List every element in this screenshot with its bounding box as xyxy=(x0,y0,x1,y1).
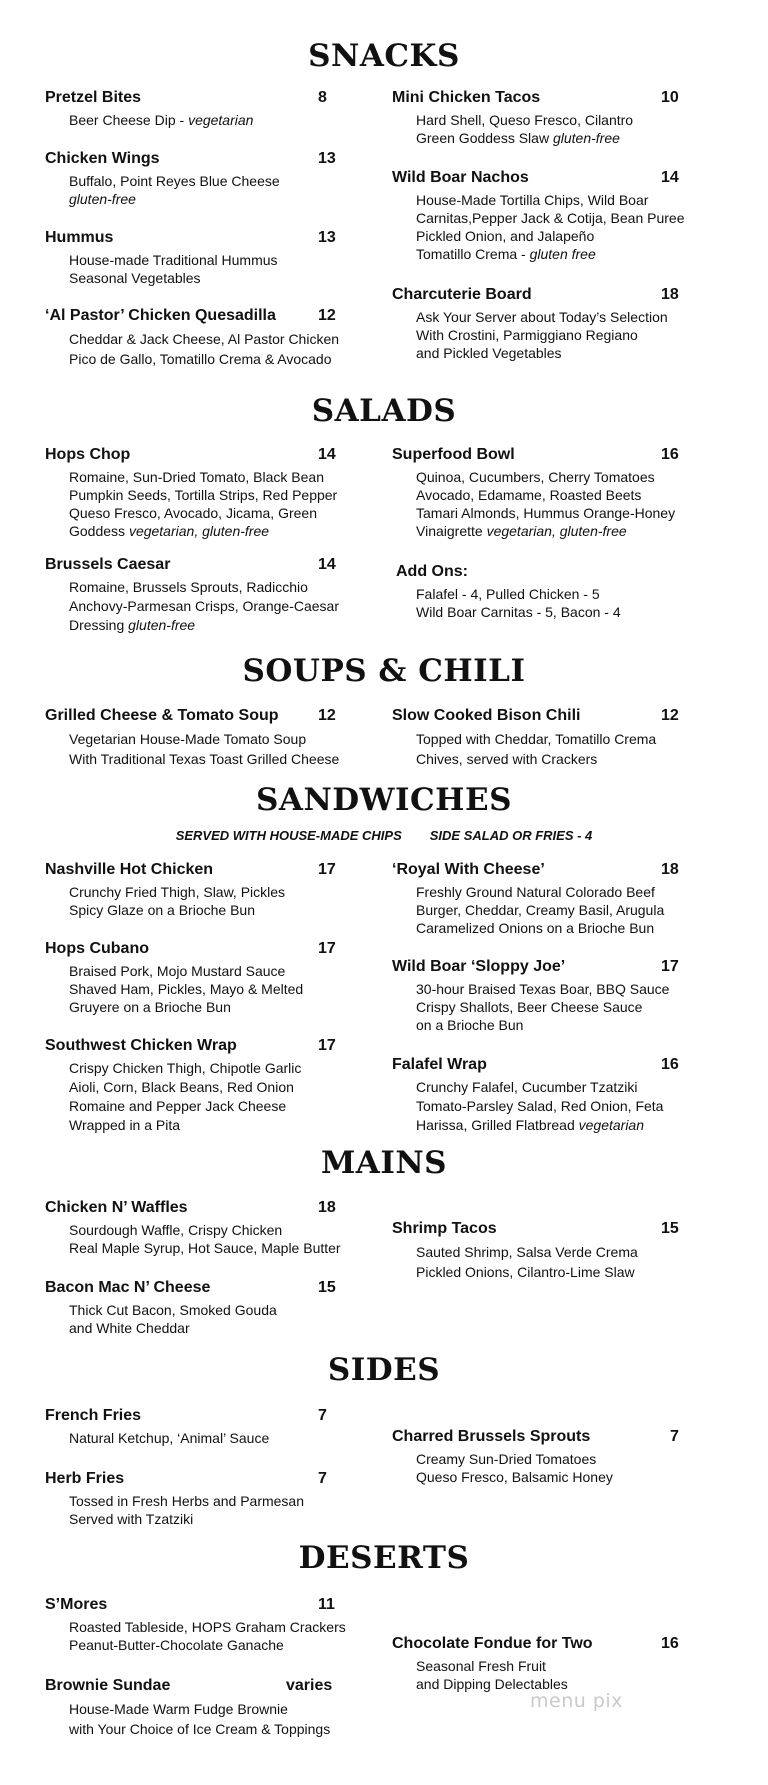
item-price: 18 xyxy=(661,286,679,303)
sandwiches-note xyxy=(0,828,768,843)
item-description: Tossed in Fresh Herbs and Parmesan Served with Tzatziki xyxy=(69,1493,304,1527)
menu-item-hops-cubano xyxy=(45,940,335,1016)
item-name: Herb Fries xyxy=(45,1470,125,1487)
item-description: Natural Ketchup, ‘Animal’ Sauce xyxy=(69,1430,270,1446)
item-description: Quinoa, Cucumbers, Cherry Tomatoes Avocado, Edamame, Roasted Beets Tamari Almonds, Hummus Orange-Honey Vinaigrette vegetarian, gluten-free xyxy=(416,469,676,539)
item-name: French Fries xyxy=(45,1407,142,1424)
item-name: Mini Chicken Tacos xyxy=(392,89,541,106)
item-description: Sauted Shrimp, Salsa Verde Crema Pickled Onions, Cilantro-Lime Slaw xyxy=(416,1244,638,1280)
item-price: 8 xyxy=(318,89,327,106)
item-description: Freshly Ground Natural Colorado Beef Burger, Cheddar, Creamy Basil, Arugula Caramelized Onions on a Brioche Bun xyxy=(416,884,665,936)
item-description: House-Made Tortilla Chips, Wild Boar Carnitas,Pepper Jack & Cotija, Bean Puree Pickled Onion, and Jalapeño Tomatillo Crema - gluten free xyxy=(416,192,685,262)
menu-item-hummus xyxy=(45,229,335,287)
item-price: 17 xyxy=(318,940,336,957)
item-price: 16 xyxy=(661,1056,679,1073)
item-name: Brownie Sundae xyxy=(45,1677,171,1694)
item-price: 14 xyxy=(661,169,679,186)
item-description: Romaine, Sun-Dried Tomato, Black Bean Pumpkin Seeds, Tortilla Strips, Red Pepper Queso Fresco, Avocado, Jicama, Green Goddess vegetarian, gluten-free xyxy=(69,469,338,539)
item-price: 15 xyxy=(661,1220,679,1237)
item-description: Crunchy Fried Thigh, Slaw, Pickles Spicy Glaze on a Brioche Bun xyxy=(69,884,286,918)
menu-item-chicken-n-waffles xyxy=(45,1199,341,1257)
section-title-salads: SALADS xyxy=(311,393,457,429)
item-name: Brussels Caesar xyxy=(45,556,171,573)
item-description: Sourdough Waffle, Crispy Chicken Real Maple Syrup, Hot Sauce, Maple Butter xyxy=(69,1222,341,1256)
item-description: Crispy Chicken Thigh, Chipotle Garlic Aioli, Corn, Black Beans, Red Onion Romaine and Pepper Jack Cheese Wrapped in a Pita xyxy=(69,1060,302,1133)
menu-item-wild-boar-sloppy-joe xyxy=(392,958,692,1034)
menu-item-mini-chicken-tacos xyxy=(392,89,692,147)
menu-item-add-ons xyxy=(396,563,696,621)
item-price: 7 xyxy=(318,1407,327,1424)
menu-item-pretzel-bites xyxy=(45,89,335,129)
item-price: 17 xyxy=(318,861,336,878)
menu-item-nashville-hot-chicken xyxy=(45,861,335,919)
menu-item-bacon-mac-n-cheese xyxy=(45,1279,335,1337)
item-name: Hops Chop xyxy=(45,446,131,463)
item-price: 18 xyxy=(318,1199,336,1216)
item-description: 30-hour Braised Texas Boar, BBQ Sauce Crispy Shallots, Beer Cheese Sauce on a Brioche Bun xyxy=(416,981,670,1033)
item-name: Wild Boar ‘Sloppy Joe’ xyxy=(392,958,566,975)
item-description: Falafel - 4, Pulled Chicken - 5 Wild Boar Carnitas - 5, Bacon - 4 xyxy=(416,586,621,620)
item-name: Wild Boar Nachos xyxy=(392,169,529,186)
item-name: Southwest Chicken Wrap xyxy=(45,1037,237,1054)
item-price: 7 xyxy=(670,1428,679,1445)
item-name: ‘Al Pastor’ Chicken Quesadilla xyxy=(45,307,276,324)
section-title-soups: SOUPS & CHILI xyxy=(242,653,526,689)
item-name: ‘Royal With Cheese’ xyxy=(392,861,545,878)
item-price: 12 xyxy=(318,307,336,324)
item-name: Shrimp Tacos xyxy=(392,1220,497,1237)
menu-item-french-fries xyxy=(45,1407,335,1447)
item-description: Cheddar & Jack Cheese, Al Pastor Chicken Pico de Gallo, Tomatillo Crema & Avocado xyxy=(69,331,340,367)
item-price: 15 xyxy=(318,1279,336,1296)
menu-item-smores xyxy=(45,1596,346,1654)
menu-item-royal-with-cheese xyxy=(392,861,692,937)
item-description: House-Made Warm Fudge Brownie with Your Choice of Ice Cream & Toppings xyxy=(69,1701,331,1737)
menu-item-charcuterie-board xyxy=(392,286,692,362)
menu-item-herb-fries xyxy=(45,1470,335,1528)
item-price: 13 xyxy=(318,150,336,167)
item-description: Seasonal Fresh Fruit and Dipping Delectables xyxy=(416,1658,568,1692)
menu-item-superfood-bowl xyxy=(392,446,692,540)
item-description: Ask Your Server about Today’s Selection With Crostini, Parmiggiano Regiano and Pickled Vegetables xyxy=(416,309,668,361)
item-price: 14 xyxy=(318,556,336,573)
item-description: Hard Shell, Queso Fresco, Cilantro Green Goddess Slaw gluten-free xyxy=(416,112,634,146)
menupix-watermark: menu pix xyxy=(530,1690,623,1712)
item-description: Roasted Tableside, HOPS Graham Crackers Peanut-Butter-Chocolate Ganache xyxy=(69,1619,346,1653)
item-name: Grilled Cheese & Tomato Soup xyxy=(45,707,279,724)
item-description: Braised Pork, Mojo Mustard Sauce Shaved Ham, Pickles, Mayo & Melted Gruyere on a Brioche Bun xyxy=(69,963,304,1015)
item-price: 7 xyxy=(318,1470,327,1487)
note-side: SIDE SALAD OR FRIES - 4 xyxy=(429,828,593,843)
section-title-snacks: SNACKS xyxy=(308,38,460,74)
item-price: 14 xyxy=(318,446,336,463)
note-chips: SERVED WITH HOUSE-MADE CHIPS xyxy=(175,828,402,843)
menu-item-wild-boar-nachos xyxy=(392,169,692,263)
item-name: Superfood Bowl xyxy=(392,446,515,463)
item-price: 17 xyxy=(661,958,679,975)
menu-item-shrimp-tacos xyxy=(392,1220,692,1282)
item-name: Hops Cubano xyxy=(45,940,149,957)
menu-item-al-pastor-quesadilla xyxy=(45,307,340,369)
section-title-deserts: DESERTS xyxy=(298,1540,470,1576)
menu-item-brussels-caesar xyxy=(45,556,339,635)
menu-item-brownie-sundae xyxy=(45,1677,335,1739)
menu-item-grilled-cheese-tomato-soup xyxy=(45,707,340,769)
section-title-sides: SIDES xyxy=(327,1352,441,1388)
menu-item-falafel-wrap xyxy=(392,1056,692,1135)
item-price: 16 xyxy=(661,1635,679,1652)
item-name: Falafel Wrap xyxy=(392,1056,487,1073)
item-price: 17 xyxy=(318,1037,336,1054)
item-price: 16 xyxy=(661,446,679,463)
menu-item-southwest-chicken-wrap xyxy=(45,1037,335,1135)
item-name: Chicken N’ Waffles xyxy=(45,1199,188,1216)
item-name: Pretzel Bites xyxy=(45,89,142,106)
item-price: 18 xyxy=(661,861,679,878)
menu-item-chicken-wings xyxy=(45,150,335,208)
item-name: Hummus xyxy=(45,229,114,246)
item-description: House-made Traditional Hummus Seasonal Vegetables xyxy=(69,252,278,286)
item-name: Chocolate Fondue for Two xyxy=(392,1635,593,1652)
menu-item-bison-chili xyxy=(392,707,692,769)
item-description: Buffalo, Point Reyes Blue Cheese gluten-free xyxy=(69,173,280,207)
item-name: Nashville Hot Chicken xyxy=(45,861,214,878)
item-name: Charcuterie Board xyxy=(392,286,532,303)
item-description: Romaine, Brussels Sprouts, Radicchio Anchovy-Parmesan Crisps, Orange-Caesar Dressing gluten-free xyxy=(69,579,339,633)
item-description: Crunchy Falafel, Cucumber Tzatziki Tomato-Parsley Salad, Red Onion, Feta Harissa, Grilled Flatbread vegetarian xyxy=(416,1079,664,1133)
section-title-mains: MAINS xyxy=(320,1145,448,1181)
item-description: Vegetarian House-Made Tomato Soup With Traditional Texas Toast Grilled Cheese xyxy=(69,731,340,767)
item-description: Thick Cut Bacon, Smoked Gouda and White Cheddar xyxy=(69,1302,277,1336)
item-price: 12 xyxy=(661,707,679,724)
item-name: S’Mores xyxy=(45,1596,108,1613)
item-name: Slow Cooked Bison Chili xyxy=(392,707,581,724)
item-price: 10 xyxy=(661,89,679,106)
menu-item-chocolate-fondue xyxy=(392,1635,692,1693)
item-description: Beer Cheese Dip - vegetarian xyxy=(69,112,254,128)
item-name: Add Ons: xyxy=(396,563,468,580)
item-price: 12 xyxy=(318,707,336,724)
item-price: varies xyxy=(286,1677,333,1694)
menu-item-charred-brussels-sprouts xyxy=(392,1428,692,1486)
menu-item-hops-chop xyxy=(45,446,338,540)
section-title-sandwiches: SANDWICHES xyxy=(256,782,512,818)
item-description: Creamy Sun-Dried Tomatoes Queso Fresco, Balsamic Honey xyxy=(416,1451,613,1485)
item-price: 13 xyxy=(318,229,336,246)
item-name: Chicken Wings xyxy=(45,150,160,167)
item-name: Bacon Mac N’ Cheese xyxy=(45,1279,211,1296)
item-price: 11 xyxy=(318,1596,335,1613)
item-description: Topped with Cheddar, Tomatillo Crema Chives, served with Crackers xyxy=(416,731,657,767)
item-name: Charred Brussels Sprouts xyxy=(392,1428,591,1445)
